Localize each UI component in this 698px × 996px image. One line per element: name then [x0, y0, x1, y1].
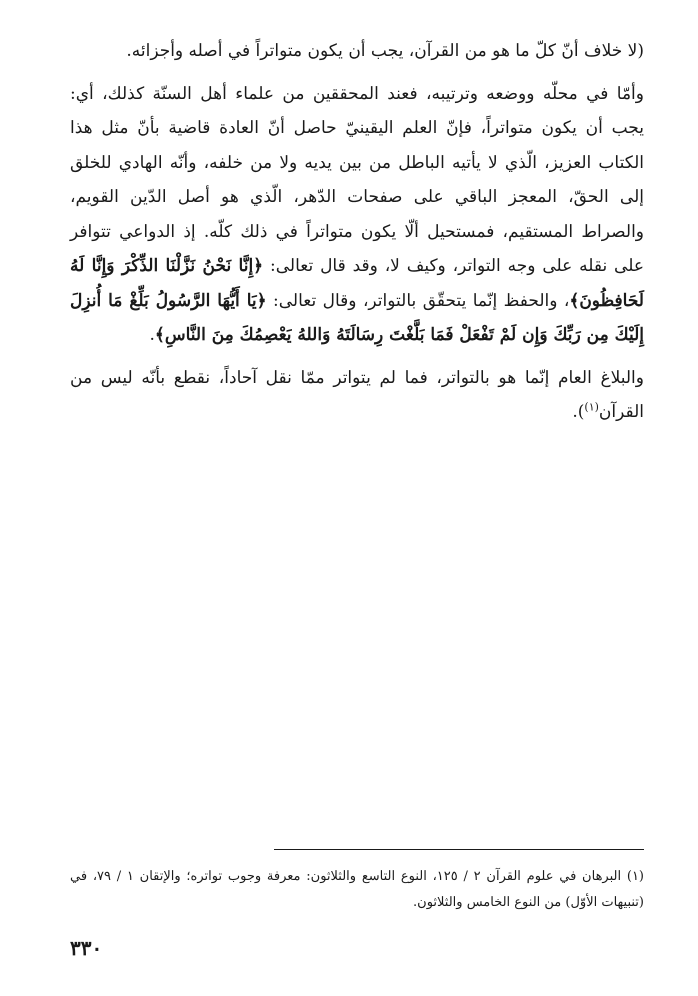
paragraph-2-continuation: ، والحفظ إنّما يتحقّق بالتواتر، وقال تعالى: — [273, 290, 570, 311]
page-number: ٣٣٠ — [70, 936, 103, 960]
footnote-reference[interactable]: (١) — [584, 400, 599, 414]
book-page — [70, 34, 644, 964]
paragraph-2-end: . — [149, 325, 155, 345]
paragraph-3: والبلاغ العام إنّما هو بالتواتر، فما لم يتواتر ممّا نقل آحاداً، نقطع بأنّه ليس من القرآن$^{(١)}$). — [70, 367, 644, 422]
paragraph-3-text: والبلاغ العام إنّما هو بالتواتر، فما لم يتواتر ممّا نقل آحاداً، نقطع بأنّه ليس من القرآن — [70, 367, 644, 422]
footnote-1: (١) البرهان في علوم القرآن ٢ / ١٢٥، النوع التاسع والثلاثون: معرفة وجوب تواتره؛ والإتقان ١ / ٧٩، في (تنبيهات الأوّل) من النوع الخامس والثلاثون. — [70, 869, 644, 910]
paragraph-2 — [70, 77, 644, 353]
paragraph-1 — [70, 34, 644, 69]
paragraph-3-end: ) — [577, 402, 585, 422]
paragraph-2-text: وأمّا في محلّه ووضعه وترتيبه، فعند المحققين من علماء أهل السنّة كذلك، أي: يجب أن يكون متواتراً، فإنّ العلم اليقينيّ حاصل أنّ العادة قاضية بأنّ مثل هذا الكتاب العزيز، الّذي لا يأتيه الباطل من بين يديه ولا من خلفه، وأنّه الهادي للخلق إلى الحقّ، المعجز الباقي على صفحات الدّهر، الّذي هو أصل الدّين القويم، والصراط المستقيم، فمستحيل ألّا يكون متواتراً في ذلك كلّه. إذ الدواعي تتوافر على نقله على وجه التواتر، وكيف لا، وقد قال تعالى: — [70, 83, 644, 276]
quran-verse-hijr-9: ﴿إِنَّا نَحْنُ نَزَّلْنَا الذِّكْرَ وَإِنَّا لَهُ لَحَافِظُونَ﴾ — [70, 256, 644, 311]
footnote-divider — [274, 849, 644, 850]
quran-verse-maida-67: ﴿يَا أَيُّهَا الرَّسُولُ بَلِّغْ مَا أُنزِلَ إِلَيْكَ مِن رَبِّكَ وَإِن لَمْ تَفْعَلْ فَمَا بَلَّغْتَ رِسَالَتَهُ وَاللهُ يَعْصِمُكَ مِنَ النَّاسِ﴾ — [70, 290, 644, 345]
paragraph-1-text: (لا خلاف أنّ كلّ ما هو من القرآن، يجب أن يكون متواتراً في أصله وأجزائه. — [126, 41, 644, 61]
